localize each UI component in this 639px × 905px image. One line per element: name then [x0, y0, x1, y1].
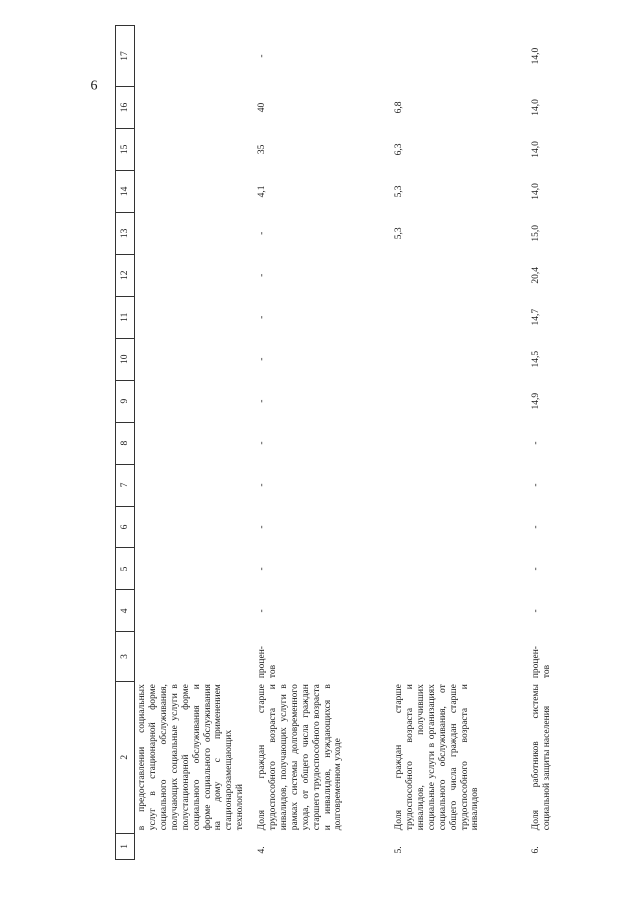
value-cell: 5,3 [394, 227, 404, 240]
indicator-text: Доля граждан старше трудоспособного возраста и инвалидов, получивших социальные услуги в организациях социального обслуживания, от общего числа граждан старше трудоспособного возраста и инвалидов [394, 684, 481, 831]
value-cell [392, 296, 529, 338]
indicator-text: Доля граждан старше трудоспособного возраста и инвалидов, получающих услуги в рамках системы долговременного ухода, от общего числа граждан старшего трудоспособного возраста и инвалидов, нуждающихся в долговременном уходе [257, 684, 344, 831]
value-cell [135, 86, 256, 128]
value-cell: - [531, 609, 541, 613]
value-cell [392, 338, 529, 380]
value-cell: - [257, 609, 267, 613]
value-cell: 14,9 [531, 392, 541, 410]
value-cell: 6,8 [394, 101, 404, 114]
table-row [392, 26, 529, 860]
value-cell: - [257, 483, 267, 487]
col-number: 2 [116, 681, 135, 833]
indicator-text: Доля работников системы социальной защиты населения [531, 684, 552, 831]
value-cell: - [531, 483, 541, 487]
value-cell [135, 590, 256, 632]
value-cell: - [257, 54, 267, 58]
table-row [529, 26, 578, 860]
value-cell [135, 380, 256, 422]
value-cell: - [257, 525, 267, 529]
value-cell [135, 296, 256, 338]
value-cell: - [531, 567, 541, 571]
value-cell: 4,1 [257, 185, 267, 198]
value-cell [135, 422, 256, 464]
value-cell: - [257, 441, 267, 445]
unit-cell: процен- тов [531, 646, 552, 679]
value-cell [392, 548, 529, 590]
col-number: 10 [116, 338, 135, 380]
value-cell: - [257, 399, 267, 403]
value-cell [392, 506, 529, 548]
value-cell [392, 422, 529, 464]
value-cell: - [257, 231, 267, 235]
col-number: 9 [116, 380, 135, 422]
row-number: 6. [531, 846, 541, 854]
col-number: 12 [116, 254, 135, 296]
value-cell [135, 464, 256, 506]
col-number: 1 [116, 833, 135, 859]
value-cell [135, 548, 256, 590]
value-cell [392, 464, 529, 506]
col-number: 16 [116, 86, 135, 128]
value-cell [135, 212, 256, 254]
col-number: 14 [116, 170, 135, 212]
page-number: 6 [90, 78, 98, 94]
value-cell [135, 338, 256, 380]
value-cell: - [257, 273, 267, 277]
value-cell: 6,3 [394, 143, 404, 156]
value-cell: 14,0 [531, 99, 541, 116]
col-number: 15 [116, 128, 135, 170]
value-cell: 14,0 [531, 183, 541, 200]
col-number: 13 [116, 212, 135, 254]
col-number: 17 [116, 26, 135, 87]
value-cell [135, 506, 256, 548]
unit-cell: процен- тов [257, 646, 278, 679]
col-number: 4 [116, 590, 135, 632]
unit-cell [392, 632, 529, 681]
value-cell: 14,0 [531, 141, 541, 158]
value-cell: 20,4 [531, 266, 541, 284]
col-number: 11 [116, 296, 135, 338]
table-row [135, 26, 256, 860]
col-number: 8 [116, 422, 135, 464]
value-cell: 14,5 [531, 350, 541, 368]
value-cell [135, 128, 256, 170]
value-cell: 35 [257, 144, 267, 155]
col-number: 7 [116, 464, 135, 506]
column-number-row [116, 26, 135, 860]
value-cell [392, 380, 529, 422]
value-cell: - [531, 441, 541, 445]
value-cell [135, 254, 256, 296]
value-cell [135, 170, 256, 212]
row-number: 5. [394, 846, 404, 854]
value-cell [135, 26, 256, 87]
value-cell [392, 254, 529, 296]
value-cell: - [257, 357, 267, 361]
value-cell [392, 590, 529, 632]
value-cell [392, 26, 529, 87]
value-cell: 40 [257, 102, 267, 113]
value-cell: 14,0 [531, 47, 541, 65]
value-cell: - [531, 525, 541, 529]
value-cell: - [257, 567, 267, 571]
value-cell: 5,3 [394, 185, 404, 198]
col-number: 3 [116, 632, 135, 681]
table-row [255, 26, 392, 860]
row-number: 4. [257, 846, 267, 854]
indicators-table [115, 25, 578, 860]
col-number: 5 [116, 548, 135, 590]
row-number [135, 833, 256, 859]
value-cell: 14,7 [531, 308, 541, 326]
col-number: 6 [116, 506, 135, 548]
value-cell: - [257, 315, 267, 319]
value-cell: 15,0 [531, 225, 541, 242]
indicator-text: в предоставлении социальных услуг в стационарной форме социального обслуживания, получающих социальные услуги в полустационарной форме социального обслуживания и форме социального обслуживания на дому с применением стационарозамещающих технологий [137, 684, 246, 831]
unit-cell [135, 632, 256, 681]
